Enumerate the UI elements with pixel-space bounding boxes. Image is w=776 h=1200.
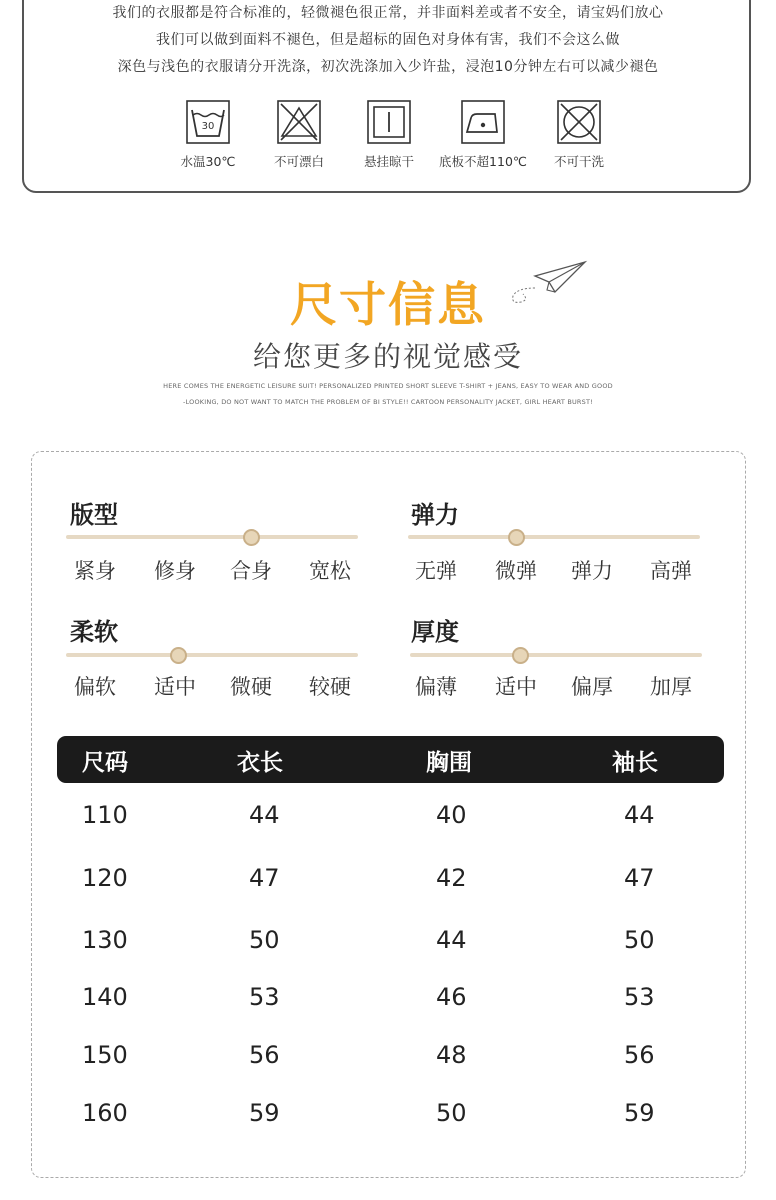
attr-softness-option: 较硬 [309,675,351,699]
attr-fit-option: 宽松 [309,559,351,583]
table-cell: 44 [436,926,467,954]
table-cell: 44 [249,801,280,829]
attr-thickness-track [410,653,702,657]
care-item-bleach [254,98,344,170]
care-label-iron: 底板不超110℃ [439,154,527,169]
attr-stretch-option: 无弹 [415,559,457,583]
table-cell: 56 [624,1041,655,1069]
table-cell: 160 [82,1099,128,1127]
attr-fit-option: 合身 [230,559,272,583]
care-item-dryclean [534,98,624,170]
table-cell: 59 [624,1099,655,1127]
wash-30-icon [184,98,232,146]
attr-thickness-title: 厚度 [411,618,459,646]
attr-softness-knob [170,647,187,664]
table-cell: 50 [249,926,280,954]
care-item-dry [344,98,434,170]
attr-thickness-option: 偏薄 [415,675,457,699]
table-cell: 150 [82,1041,128,1069]
no-bleach-icon [275,98,323,146]
table-cell: 110 [82,801,128,829]
attr-softness-track [66,653,358,657]
table-cell: 59 [249,1099,280,1127]
header-length: 衣长 [237,750,283,776]
table-cell: 46 [436,983,467,1011]
header-sleeve: 袖长 [612,750,658,776]
table-cell: 130 [82,926,128,954]
attr-stretch-option: 微弹 [495,559,537,583]
attr-thickness-option: 偏厚 [571,675,613,699]
attr-stretch-knob [508,529,525,546]
header-chest: 胸围 [426,750,472,776]
header-size: 尺码 [82,750,128,776]
english-tagline-1: HERE COMES THE ENERGETIC LEISURE SUIT! PERSONALIZED PRINTED SHORT SLEEVE T-SHIRT + JEANS, EASY TO WEAR AND GOOD [163,382,613,390]
attr-thickness-knob [512,647,529,664]
attr-thickness-option: 加厚 [650,675,692,699]
care-label-dry: 悬挂晾干 [363,154,414,169]
table-cell: 50 [436,1099,467,1127]
table-cell: 44 [624,801,655,829]
table-cell: 56 [249,1041,280,1069]
care-icons-row [0,98,776,178]
table-cell: 47 [249,864,280,892]
wash-temperature: 30 [201,121,215,132]
care-label-wash: 水温30℃ [180,154,236,169]
attr-thickness-option: 适中 [495,675,537,699]
table-cell: 140 [82,983,128,1011]
attr-fit-title: 版型 [70,501,118,529]
care-note-3: 深色与浅色的衣服请分开洗涤，初次洗涤加入少许盐，浸泡10分钟左右可以减少褪色 [117,59,659,75]
care-note-2: 我们可以做到面料不褪色，但是超标的固色对身体有害，我们不会这么做 [156,32,620,48]
english-tagline-2: -LOOKING, DO NOT WANT TO MATCH THE PROBLEM OF BI STYLE!! CARTOON PERSONALITY JACKET, GIRL HEART BURST! [183,398,593,406]
table-cell: 40 [436,801,467,829]
table-cell: 53 [624,983,655,1011]
table-cell: 53 [249,983,280,1011]
care-label-dryclean: 不可干洗 [553,154,604,169]
attr-stretch-option: 弹力 [571,559,613,583]
attr-softness-option: 微硬 [230,675,272,699]
attr-fit-knob [243,529,260,546]
hang-dry-icon [365,98,413,146]
paper-plane-icon [505,258,591,308]
attr-softness-option: 偏软 [74,675,116,699]
care-note-1: 我们的衣服都是符合标准的，轻微褪色很正常，并非面料差或者不安全，请宝妈们放心 [112,5,664,21]
no-dry-clean-icon [555,98,603,146]
care-item-wash [163,98,253,170]
table-cell: 48 [436,1041,467,1069]
attr-fit-track [66,535,358,539]
table-cell: 50 [624,926,655,954]
attr-fit-option: 紧身 [74,559,116,583]
section-subtitle: 给您更多的视觉感受 [252,340,523,373]
table-cell: 47 [624,864,655,892]
iron-low-icon [459,98,507,146]
attr-fit-option: 修身 [154,559,196,583]
attr-softness-option: 适中 [154,675,196,699]
section-title: 尺寸信息 [290,278,486,333]
attr-stretch-track [408,535,700,539]
table-cell: 120 [82,864,128,892]
care-label-bleach: 不可漂白 [273,154,324,169]
attr-softness-title: 柔软 [70,618,118,646]
care-item-iron [438,98,528,170]
attr-stretch-option: 高弹 [650,559,692,583]
table-cell: 42 [436,864,467,892]
attr-stretch-title: 弹力 [411,501,459,529]
size-table-header [57,736,724,783]
